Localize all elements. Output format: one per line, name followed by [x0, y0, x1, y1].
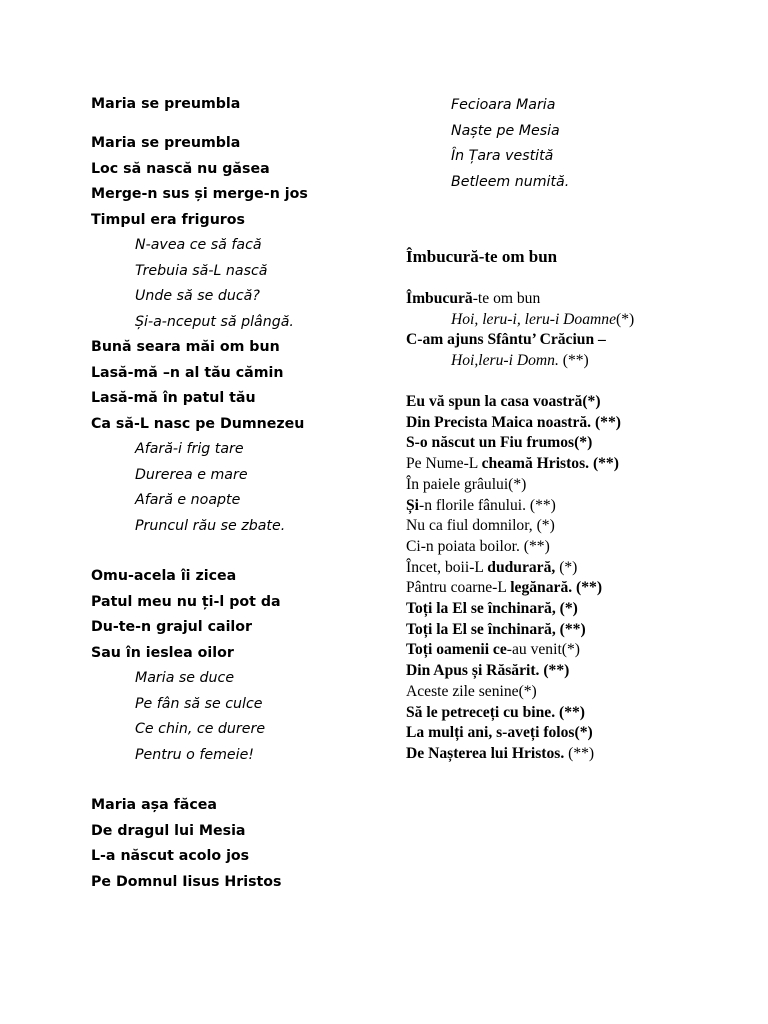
- verse-line: Hoi, leru-i, leru-i Doamne(*): [451, 311, 635, 328]
- verse-line: Pruncul rău se zbate.: [135, 518, 286, 534]
- verse-line: Eu vă spun la casa voastră(*): [406, 393, 601, 410]
- verse-line: Bună seara măi om bun: [91, 339, 280, 355]
- verse-line: Pântru coarne-L legănară. (**): [406, 579, 603, 597]
- verse-line: Patul meu nu ți-l pot da: [91, 594, 281, 610]
- verse-line: Încet, boii-L dudurară, (*): [406, 558, 578, 576]
- verse-line: Lasă-mă –n al tău cămin: [91, 365, 284, 381]
- verse-line: Nu ca fiul domnilor, (*): [406, 517, 555, 535]
- verse-line: Durerea e mare: [135, 467, 248, 483]
- verse-line: În Țara vestită: [451, 148, 554, 164]
- verse-line: Maria se preumbla: [91, 135, 241, 151]
- verse-line: Betleem numită.: [451, 174, 570, 190]
- verse-line: Pe fân să se culce: [135, 696, 263, 712]
- verse-line: Aceste zile senine(*): [406, 682, 537, 700]
- verse-line: Sau în ieslea oilor: [91, 645, 234, 661]
- verse-line: Lasă-mă în patul tău: [91, 390, 256, 406]
- verse-line: Și-n florile fânului. (**): [406, 496, 556, 514]
- verse-line: Timpul era friguros: [91, 212, 245, 228]
- verse-line: Toți la El se închinară, (*): [406, 600, 578, 617]
- verse-line: Pe Domnul Iisus Hristos: [91, 874, 282, 890]
- verse-line: S-o născut un Fiu frumos(*): [406, 434, 593, 452]
- verse-line: C-am ajuns Sfântu’ Crăciun –: [406, 331, 606, 348]
- verse-line: În paiele grâului(*): [406, 475, 527, 493]
- verse-line: Ci-n poiata boilor. (**): [406, 537, 550, 555]
- verse-line: Unde să se ducă?: [135, 288, 260, 304]
- verse-line: Ce chin, ce durere: [135, 721, 266, 737]
- verse-line: Merge-n sus și merge-n jos: [91, 186, 308, 202]
- verse-line: Hoi,leru-i Domn. (**): [451, 352, 589, 369]
- verse-line: L-a născut acolo jos: [91, 848, 250, 864]
- verse-line: Din Apus și Răsărit. (**): [406, 662, 570, 680]
- verse-line: Maria așa făcea: [91, 797, 217, 813]
- verse-line: Afară-i frig tare: [135, 441, 244, 457]
- verse-line: Îmbucură-te om bun: [406, 290, 541, 307]
- verse-line: Toți oamenii ce-au venit(*): [406, 641, 580, 659]
- verse-line: De dragul lui Mesia: [91, 823, 246, 839]
- verse-line: Loc să nască nu găsea: [91, 161, 270, 177]
- verse-line: La mulți ani, s-aveți folos(*): [406, 724, 593, 742]
- verse-line: Maria se duce: [135, 670, 235, 686]
- verse-line: Să le petreceți cu bine. (**): [406, 703, 586, 721]
- verse-line: Naște pe Mesia: [451, 123, 560, 139]
- verse-line: Toți la El se închinară, (**): [406, 620, 586, 638]
- verse-line: Și-a-nceput să plângă.: [135, 314, 294, 330]
- verse-line: Pe Nume-L cheamă Hristos. (**): [406, 455, 619, 473]
- verse-line: Din Precista Maica noastră. (**): [406, 413, 621, 431]
- verse-line: Ca să-L nasc pe Dumnezeu: [91, 416, 305, 432]
- verse-line: Omu-acela îi zicea: [91, 568, 237, 584]
- verse-line: Trebuia să-L nască: [135, 263, 268, 279]
- right-poem-title: Îmbucură-te om bun: [406, 247, 558, 266]
- verse-line: Afară e noapte: [135, 492, 241, 508]
- verse-line: Fecioara Maria: [451, 97, 556, 113]
- left-poem-title: Maria se preumbla: [91, 96, 241, 112]
- verse-line: De Nașterea lui Hristos. (**): [406, 744, 595, 762]
- verse-line: Pentru o femeie!: [135, 747, 254, 763]
- verse-line: N-avea ce să facă: [135, 237, 262, 253]
- verse-line: Du-te-n grajul cailor: [91, 619, 253, 635]
